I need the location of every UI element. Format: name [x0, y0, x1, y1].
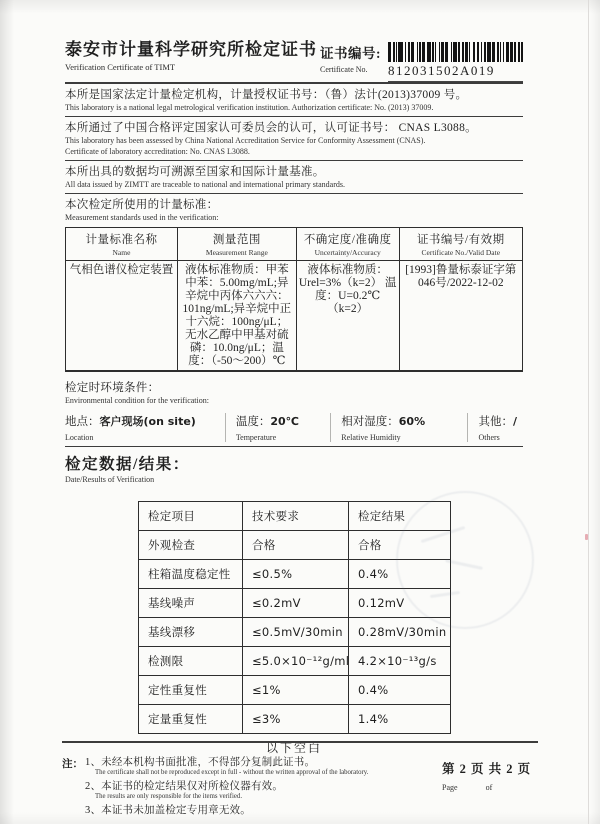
result-value: 4.2×10⁻¹³g/s: [349, 647, 451, 676]
results-row: [139, 618, 451, 647]
environment-title-en: Environmental condition for the verification:: [65, 396, 209, 406]
col-header-cn: 测量范围: [212, 234, 261, 247]
footer-notes: [62, 756, 368, 817]
note-en: The results are only responsible for the items verified.: [95, 793, 243, 801]
results-row: [139, 676, 451, 705]
env-label-en: Others: [478, 433, 500, 443]
result-requirement: ≤0.5%: [243, 560, 349, 589]
barcode-block: [388, 42, 523, 82]
result-value: 0.12mV: [349, 589, 451, 618]
barcode-icon: [388, 42, 523, 62]
note-en: The certificate shall not be reproduced except in full - without the written approval of the laboratory.: [95, 769, 369, 777]
env-label: 相对湿度：: [341, 416, 399, 429]
result-value: 1.4%: [349, 705, 451, 734]
certificate-number-label: 证书编号:: [320, 46, 381, 61]
statement-cn: 本所出具的数据均可溯源至国家和国际计量基准。: [65, 165, 325, 178]
page-number-en: [442, 783, 538, 792]
standard-name-cell: 气相色谱仪检定装置: [66, 261, 178, 372]
standards-col-name: [66, 228, 178, 261]
statement-en: This laboratory is a national legal metrological verification institution. Authorization certificate: No. (2013) 37009.: [65, 103, 434, 113]
env-value: 60%: [398, 415, 426, 429]
result-item: 基线噪声: [139, 589, 243, 618]
results-row: [139, 560, 451, 589]
results-col-requirement: 技术要求: [243, 502, 349, 531]
result-requirement: ≤3%: [243, 705, 349, 734]
institute-title-block: [65, 40, 317, 72]
env-others: [467, 413, 523, 442]
col-header-en: Uncertainty/Accuracy: [314, 248, 381, 258]
note-cn: 1、未经本机构书面批准，不得部分复制此证书。: [85, 757, 316, 768]
statement-cn: 本所是国家法定计量检定机构，计量授权证书号：（鲁）法计(2013)37009 号。: [65, 89, 468, 101]
results-header-row: [139, 502, 451, 531]
certificate-number-value: 812031502A019: [388, 63, 495, 78]
result-requirement: ≤5.0×10⁻¹²g/ml: [243, 647, 349, 676]
footer: [62, 741, 538, 817]
result-requirement: ≤0.2mV: [243, 589, 349, 618]
env-value: /: [512, 415, 517, 429]
standards-col-certificate: [399, 228, 522, 261]
results-row: [139, 705, 451, 734]
statement-traceability: [65, 161, 523, 193]
end-of-data-note: 以下空白: [265, 741, 322, 756]
notes-list: [85, 756, 368, 817]
results-row: [139, 647, 451, 676]
result-value: 0.28mV/30min: [349, 618, 451, 647]
result-requirement: ≤0.5mV/30min: [243, 618, 349, 647]
results-table: [138, 501, 451, 734]
result-value: 0.4%: [349, 676, 451, 705]
standards-col-range: [177, 228, 296, 261]
certificate-number-block: [320, 42, 523, 82]
page-title-en: Verification Certificate of TIMT: [65, 61, 176, 72]
divider: [65, 446, 523, 447]
statement-en: All data issued by ZIMTT are traceable to national and international primary standards.: [65, 179, 345, 189]
environment-title: 检定时环境条件：: [65, 382, 160, 395]
result-item: 外观检查: [139, 531, 243, 560]
env-value: 客户现场(on site): [99, 415, 196, 429]
result-requirement: ≤1%: [243, 676, 349, 705]
results-title-en: Date/Results of Verification: [65, 475, 155, 485]
col-header-en: Certificate No./Valid Date: [421, 248, 501, 258]
results-row: [139, 531, 451, 560]
result-item: 定量重复性: [139, 705, 243, 734]
scan-edge-line: [588, 0, 589, 824]
page-content: [65, 0, 523, 756]
result-value: 0.4%: [349, 560, 451, 589]
col-header-en: Measurement Range: [205, 248, 268, 258]
note-cn: 3、本证书未加盖检定专用章无效。: [85, 804, 251, 816]
certificate-number-labels: [320, 42, 381, 74]
certificate-header: [65, 0, 523, 82]
result-value: 合格: [349, 531, 451, 560]
results-section-header: [65, 452, 523, 484]
statement-en: Certificate of laboratory accreditation: No. CNAS L3088.: [65, 146, 250, 156]
environment-values-row: [65, 413, 523, 446]
result-requirement: 合格: [243, 531, 349, 560]
note-cn: 2、本证书的检定结果仅对所检仪器有效。: [85, 780, 284, 792]
page-number: 第 2 页 共 2 页: [442, 762, 532, 776]
standard-uncertainty-cell: 液体标准物质：Urel=3%（k=2） 温度：U=0.2℃（k=2）: [296, 261, 399, 372]
page-title: 泰安市计量科学研究所检定证书: [65, 40, 317, 59]
result-item: 定性重复性: [139, 676, 243, 705]
standard-certificate-cell: [1993]鲁量标泰证字第046号/2022-12-02: [399, 261, 522, 372]
results-col-result: 检定结果: [349, 502, 451, 531]
result-item: 检测限: [139, 647, 243, 676]
standards-table-header-row: [66, 228, 523, 261]
env-label: 地点：: [65, 416, 100, 429]
env-humidity: [330, 413, 467, 442]
result-item: 基线漂移: [139, 618, 243, 647]
certificate-number-label-en: Certificate No.: [320, 65, 368, 74]
statement-standards-used: [65, 194, 523, 226]
standards-col-uncertainty: [296, 228, 399, 261]
standards-table-row: [66, 261, 523, 372]
env-value: 20℃: [270, 415, 299, 429]
statement-cnas: [65, 117, 523, 160]
col-header-en: Name: [112, 248, 131, 258]
env-label: 温度：: [235, 416, 271, 429]
page-of-label: of: [485, 783, 493, 792]
results-col-item: 检定项目: [139, 502, 243, 531]
standard-range-cell: 液体标准物质：甲苯中苯：5.00mg/mL;异辛烷中丙体六六六：101ng/mL;异辛烷中正十六烷：100ng/μL；无水乙醇中甲基对硫磷：10.0ng/μL；温度：（-50～200）℃: [177, 261, 296, 372]
notes-label: 注：: [62, 759, 83, 770]
env-label: 其他：: [478, 416, 513, 429]
col-header-cn: 不确定度/准确度: [303, 234, 392, 247]
standards-table: [65, 227, 523, 372]
results-title: 检定数据/结果：: [65, 456, 190, 474]
env-label-en: Relative Humidity: [341, 433, 401, 443]
env-label-en: Temperature: [235, 433, 277, 443]
page-number-block: [442, 759, 538, 817]
scan-artifact: [585, 534, 588, 540]
results-row: [139, 589, 451, 618]
env-location: [65, 413, 225, 442]
col-header-cn: 计量标准名称: [85, 234, 158, 247]
statement-en: This laboratory has been assessed by China National Accreditation Service for Conformity Assessment (CNAS).: [65, 136, 426, 146]
statement-cn: 本次检定所使用的计量标准：: [65, 198, 219, 211]
environment-section: [65, 379, 523, 446]
env-temperature: [225, 413, 330, 442]
page-label: Page: [442, 783, 458, 792]
statement-en: Measurement standards used in the verification:: [65, 212, 219, 222]
env-label-en: Location: [65, 433, 94, 443]
statement-cn: 本所通过了中国合格评定国家认可委员会的认可，认可证书号： CNAS L3088。: [65, 121, 477, 134]
col-header-cn: 证书编号/有效期: [416, 234, 505, 247]
statement-authorization: [65, 84, 523, 116]
result-item: 柱箱温度稳定性: [139, 560, 243, 589]
